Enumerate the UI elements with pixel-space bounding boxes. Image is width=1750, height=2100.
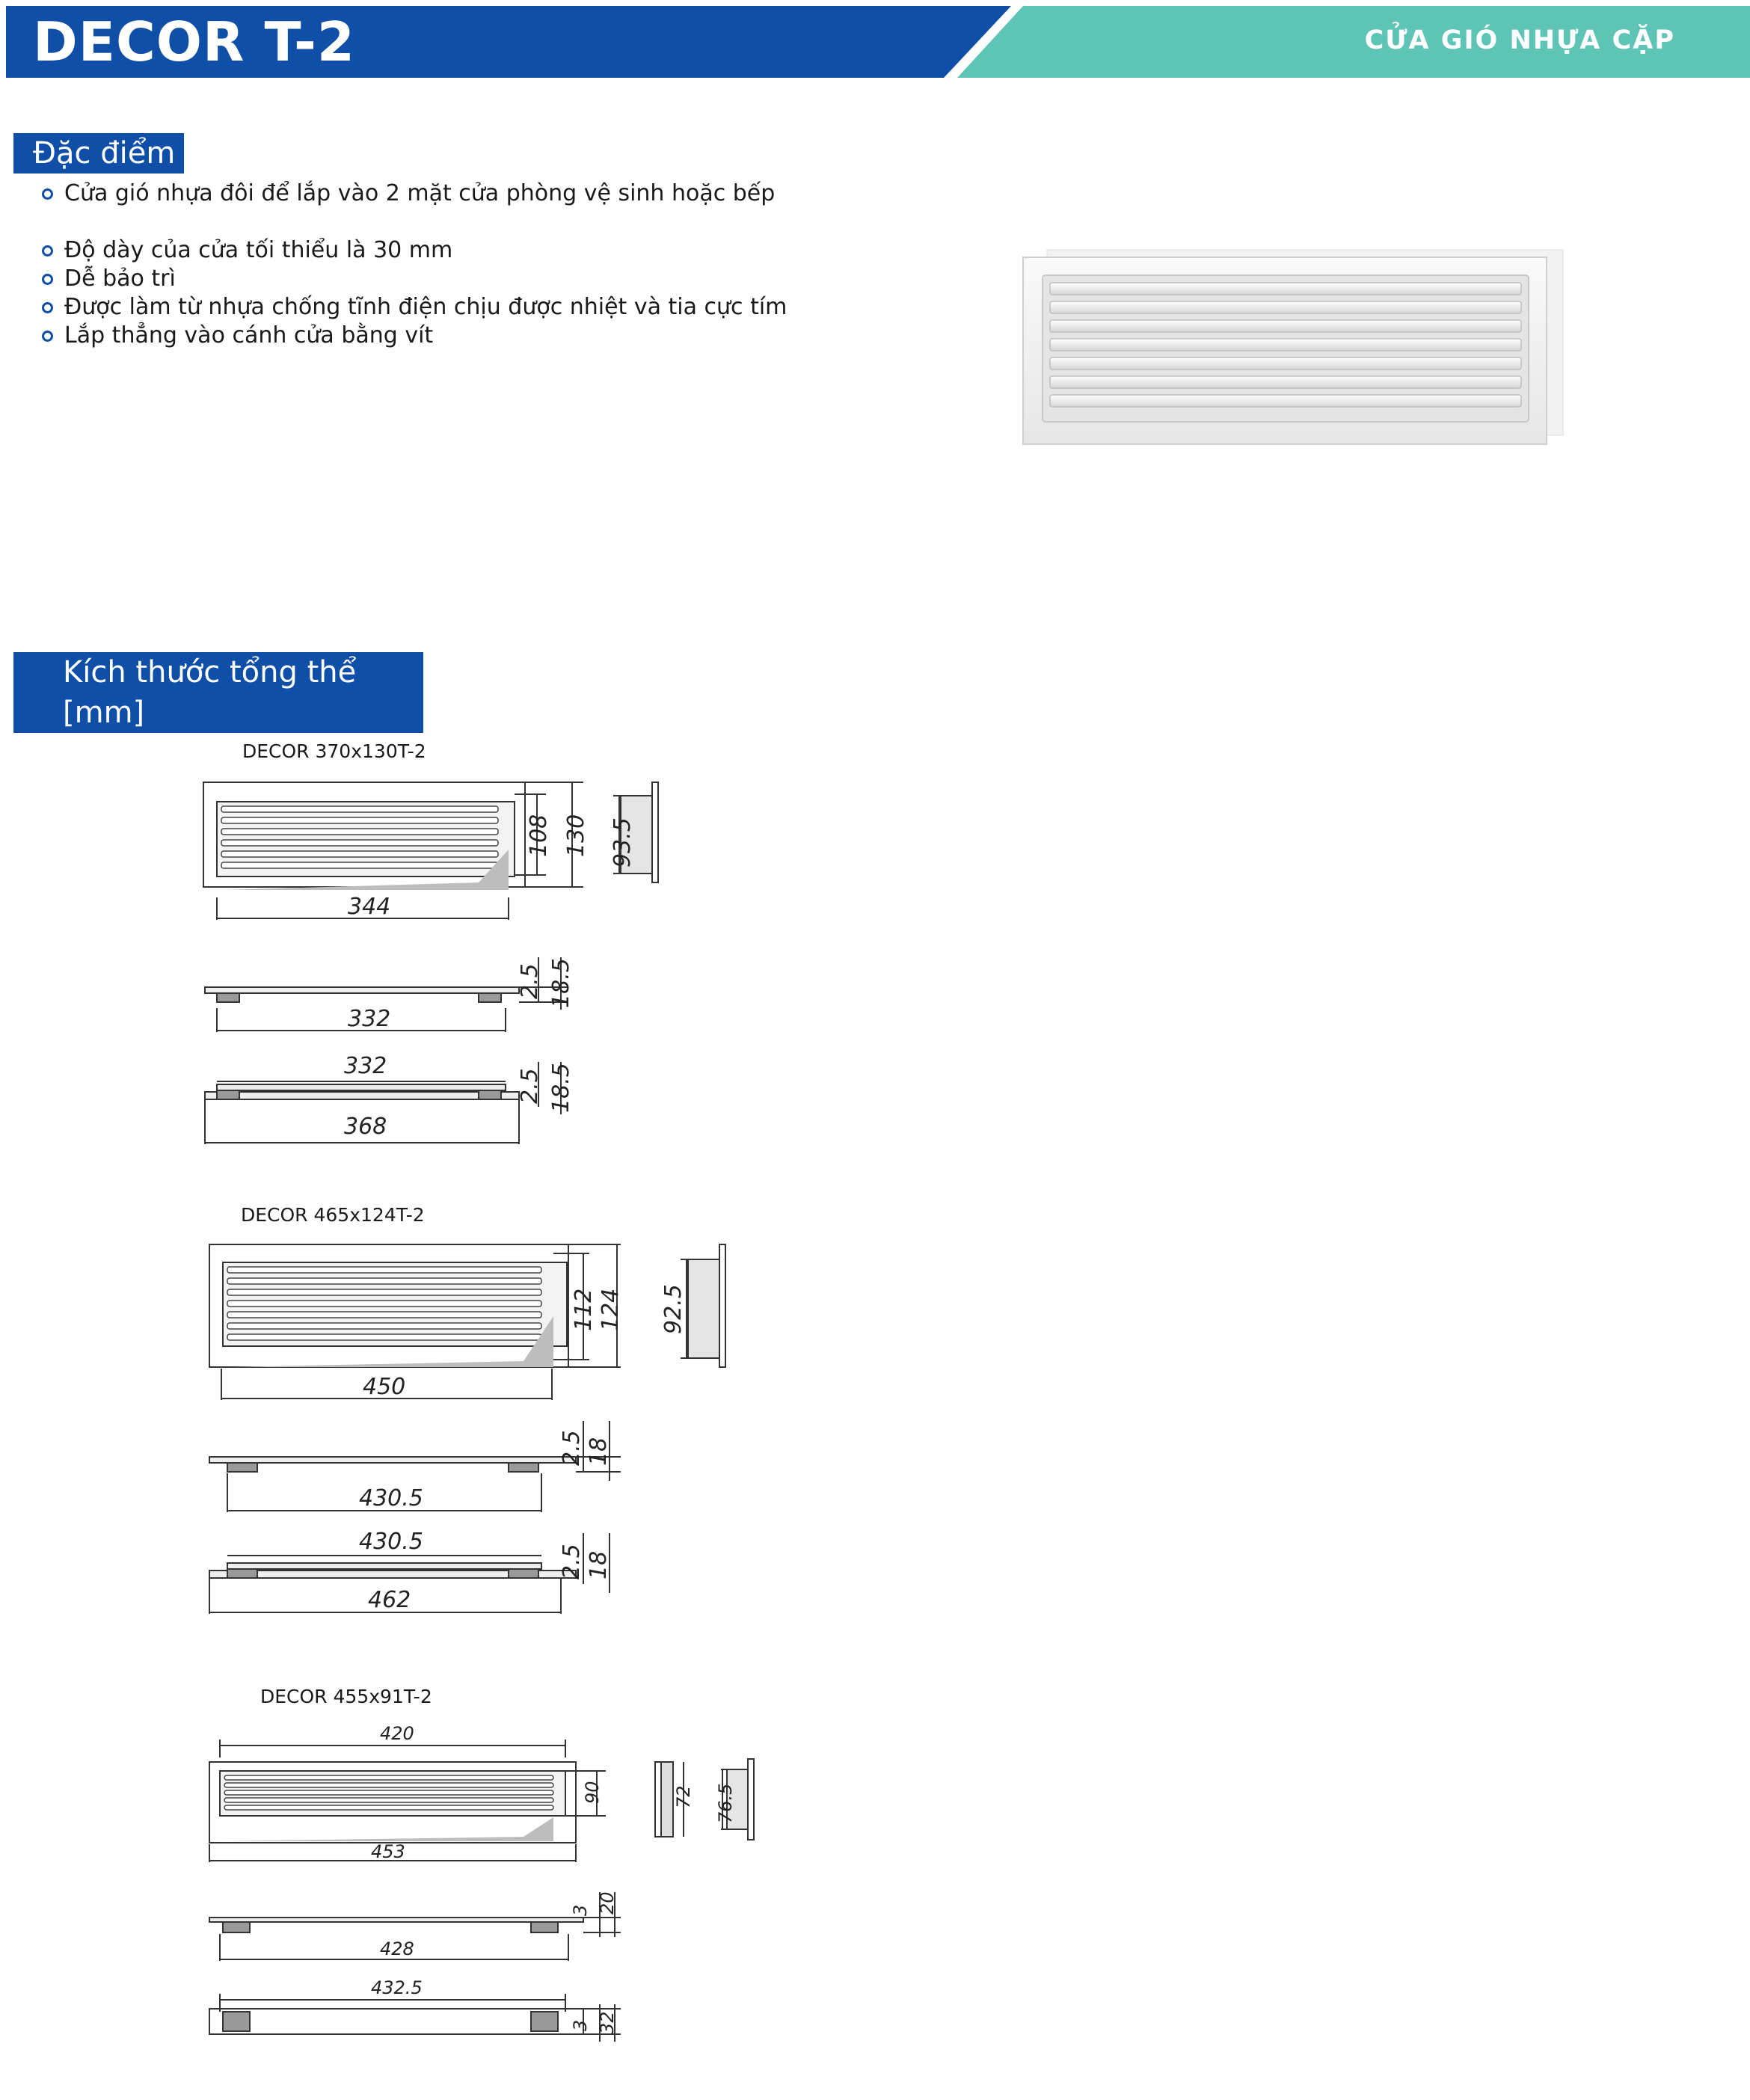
louver-slat — [221, 829, 498, 835]
dim-side-depth: 92.5 — [660, 1284, 687, 1334]
louver-slat — [221, 840, 498, 846]
bullet-icon — [42, 188, 53, 200]
louver-slat — [227, 1334, 541, 1340]
model-label: DECOR 455x91T-2 — [260, 1686, 432, 1707]
bullet-icon — [42, 331, 53, 342]
dim-t2: 32 — [597, 2011, 618, 2034]
dim-t1: 2.5 — [517, 1068, 543, 1104]
dim-profile-width: 432.5 — [371, 1977, 423, 1998]
dim-side-a: 72 — [673, 1785, 694, 1808]
dim-height: 124 — [598, 1288, 624, 1331]
louver-slat — [224, 1805, 553, 1810]
bullet-icon — [42, 245, 53, 257]
louver-slat — [227, 1267, 541, 1273]
dim-width: 344 — [348, 894, 391, 920]
feature-item: Được làm từ nhựa chống tĩnh điện chịu được nhiệt và tia cực tím — [42, 293, 787, 322]
dim-inner-height: 112 — [571, 1288, 597, 1331]
dim-t1: 3 — [570, 1904, 591, 1916]
louver-slat — [221, 862, 498, 868]
bullet-icon — [42, 302, 53, 313]
dim-height: 130 — [563, 814, 589, 857]
louver-slat — [221, 817, 498, 823]
bullet-icon — [42, 274, 53, 285]
drawing-model-3 — [202, 1713, 778, 2072]
dim-t1: 3 — [570, 2019, 591, 2031]
dim-t2: 20 — [597, 1891, 618, 1915]
dim-inner-height: 108 — [526, 814, 552, 857]
dim-inner: 430.5 — [359, 1529, 423, 1555]
louver-slat — [221, 851, 498, 857]
louver-slat — [1050, 339, 1521, 351]
louver-slat — [224, 1798, 553, 1802]
drawing-model-1 — [194, 770, 703, 1159]
louver-slat — [221, 806, 498, 812]
dim-t2: 18.5 — [548, 958, 574, 1008]
features-heading: Đặc điểm — [13, 133, 184, 174]
dim-height: 90 — [582, 1781, 603, 1804]
louver-slat — [224, 1775, 553, 1780]
dim-side-b: 76.5 — [715, 1783, 736, 1823]
feature-item: Cửa gió nhựa đôi để lắp vào 2 mặt cửa phòng vệ sinh hoặc bếp — [42, 179, 787, 208]
feature-item: Độ dày của cửa tối thiểu là 30 mm — [42, 236, 787, 265]
louver-slat — [1050, 283, 1521, 295]
feature-item: Dễ bảo trì — [42, 265, 787, 293]
page-category: CỬA GIÓ NHỰA CẶP — [1364, 25, 1675, 55]
dim-t2: 18 — [586, 1437, 612, 1466]
dim-top-width: 420 — [380, 1723, 414, 1744]
louver-slat — [224, 1783, 553, 1787]
dim-outer: 462 — [368, 1587, 411, 1613]
dim-profile-width: 332 — [348, 1006, 391, 1032]
dim-t1: 2.5 — [559, 1544, 585, 1579]
dim-t1: 2.5 — [559, 1430, 585, 1466]
dim-width: 450 — [363, 1374, 406, 1400]
louver-slat — [1050, 320, 1521, 332]
louver-slat — [227, 1323, 541, 1329]
feature-list — [42, 179, 787, 350]
page-title: DECOR T-2 — [33, 10, 356, 73]
dim-profile-width: 430.5 — [359, 1485, 423, 1511]
louver-slat — [227, 1278, 541, 1284]
louver-slat — [227, 1301, 541, 1307]
louver-slat — [1050, 357, 1521, 369]
dim-profile-width: 428 — [380, 1938, 414, 1959]
louver-slat — [224, 1790, 553, 1795]
dim-side-depth: 93.5 — [610, 817, 636, 868]
dimensions-heading: Kích thước tổng thể [mm] — [13, 652, 423, 733]
model-label: DECOR 465x124T-2 — [241, 1204, 425, 1226]
model-label: DECOR 370x130T-2 — [242, 740, 426, 762]
dim-inner: 332 — [344, 1053, 387, 1079]
feature-item: Lắp thẳng vào cánh cửa bằng vít — [42, 322, 787, 350]
dim-width: 453 — [371, 1841, 405, 1862]
dim-t2: 18.5 — [548, 1063, 574, 1113]
dim-outer: 368 — [344, 1114, 387, 1140]
louver-slat — [227, 1312, 541, 1318]
drawing-model-2 — [202, 1234, 755, 1623]
dim-t2: 18 — [586, 1550, 612, 1579]
dim-t1: 2.5 — [517, 963, 543, 999]
product-photo — [1017, 247, 1571, 456]
louver-slat — [1050, 395, 1521, 407]
louver-slat — [227, 1289, 541, 1295]
louver-slat — [1050, 376, 1521, 388]
louver-slat — [1050, 301, 1521, 313]
